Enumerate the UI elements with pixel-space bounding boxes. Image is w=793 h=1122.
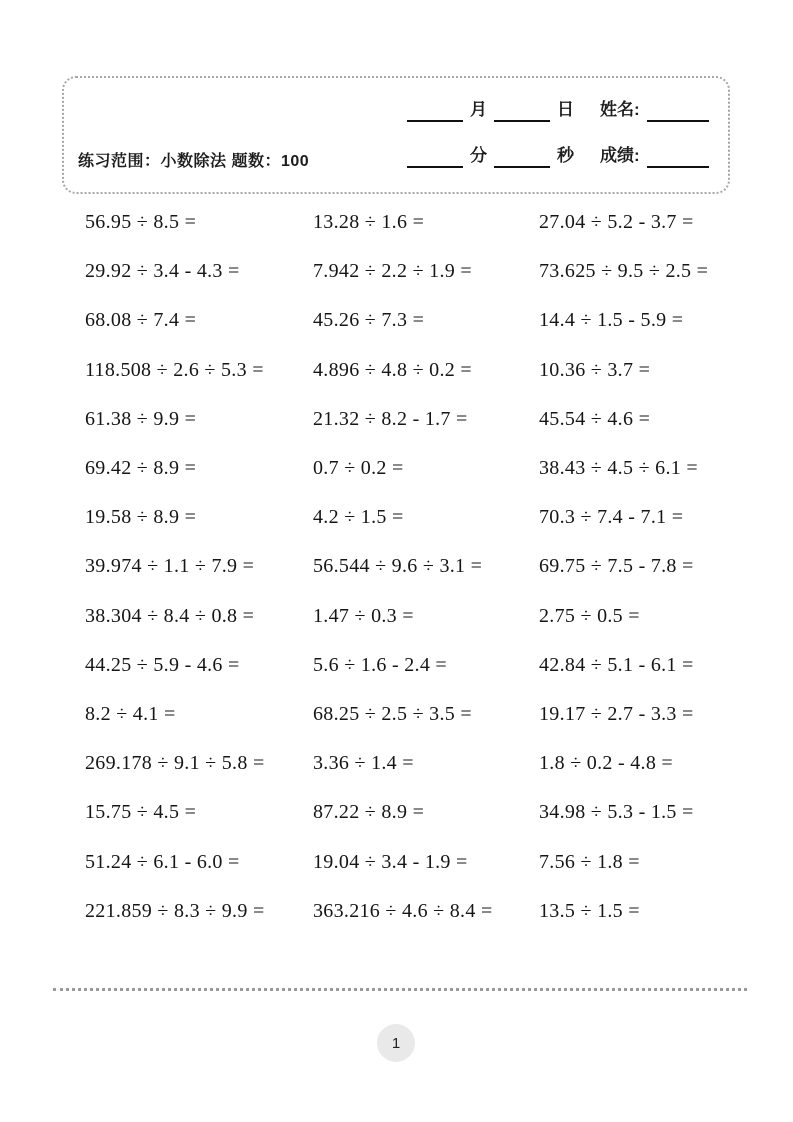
page-number-badge (377, 1024, 415, 1062)
problem: 8.2 ÷ 4.1 = (85, 702, 176, 725)
problem: 13.5 ÷ 1.5 = (539, 899, 640, 922)
problem: 3.36 ÷ 1.4 = (313, 752, 414, 775)
minute-label: 分 (470, 146, 487, 165)
problem: 34.98 ÷ 5.3 - 1.5 = (539, 801, 694, 824)
problem: 27.04 ÷ 5.2 - 3.7 = (539, 211, 694, 234)
minute-blank (407, 148, 463, 168)
day-label: 日 (557, 100, 574, 119)
problem: 39.974 ÷ 1.1 ÷ 7.9 = (85, 555, 255, 578)
problem: 87.22 ÷ 8.9 = (313, 801, 425, 824)
problem: 44.25 ÷ 5.9 - 4.6 = (85, 653, 240, 676)
second-label: 秒 (557, 146, 574, 165)
problem: 13.28 ÷ 1.6 = (313, 211, 425, 234)
problem: 19.04 ÷ 3.4 - 1.9 = (313, 850, 468, 873)
problem: 68.08 ÷ 7.4 = (85, 309, 197, 332)
page-number: 1 (391, 1034, 401, 1052)
problem: 5.6 ÷ 1.6 - 2.4 = (313, 653, 448, 676)
problem: 45.26 ÷ 7.3 = (313, 309, 425, 332)
problem: 61.38 ÷ 9.9 = (85, 407, 197, 430)
name-blank (647, 102, 709, 122)
problem: 73.625 ÷ 9.5 ÷ 2.5 = (539, 260, 709, 283)
problem: 21.32 ÷ 8.2 - 1.7 = (313, 407, 468, 430)
problem: 38.304 ÷ 8.4 ÷ 0.8 = (85, 604, 255, 627)
problem: 10.36 ÷ 3.7 = (539, 358, 651, 381)
problem: 1.8 ÷ 0.2 - 4.8 = (539, 752, 674, 775)
problem: 2.75 ÷ 0.5 = (539, 604, 640, 627)
score-blank (647, 148, 709, 168)
practice-scope-label: 练习范围：小数除法 题数：100 (78, 153, 310, 170)
problem: 42.84 ÷ 5.1 - 6.1 = (539, 653, 694, 676)
problem: 45.54 ÷ 4.6 = (539, 407, 651, 430)
problem: 56.544 ÷ 9.6 ÷ 3.1 = (313, 555, 483, 578)
date-name-line (400, 98, 709, 122)
problems-grid (85, 198, 747, 936)
second-blank (494, 148, 550, 168)
worksheet-header (62, 76, 730, 194)
problem: 363.216 ÷ 4.6 ÷ 8.4 = (313, 899, 493, 922)
time-score-line (400, 144, 709, 168)
problem: 0.7 ÷ 0.2 = (313, 457, 404, 480)
month-blank (407, 102, 463, 122)
problem: 14.4 ÷ 1.5 - 5.9 = (539, 309, 684, 332)
day-blank (494, 102, 550, 122)
problem: 69.42 ÷ 8.9 = (85, 457, 197, 480)
problem: 269.178 ÷ 9.1 ÷ 5.8 = (85, 752, 265, 775)
problem: 118.508 ÷ 2.6 ÷ 5.3 = (85, 358, 264, 381)
problem: 70.3 ÷ 7.4 - 7.1 = (539, 506, 684, 529)
problem: 69.75 ÷ 7.5 - 7.8 = (539, 555, 694, 578)
problem: 221.859 ÷ 8.3 ÷ 9.9 = (85, 899, 265, 922)
problem: 4.2 ÷ 1.5 = (313, 506, 404, 529)
problem: 68.25 ÷ 2.5 ÷ 3.5 = (313, 702, 472, 725)
problem: 7.942 ÷ 2.2 ÷ 1.9 = (313, 260, 472, 283)
problem: 29.92 ÷ 3.4 - 4.3 = (85, 260, 240, 283)
cut-dotted-line (53, 988, 747, 991)
problem: 7.56 ÷ 1.8 = (539, 850, 640, 873)
problem: 4.896 ÷ 4.8 ÷ 0.2 = (313, 358, 472, 381)
score-label: 成绩: (600, 146, 640, 165)
name-label: 姓名: (600, 100, 640, 119)
month-label: 月 (470, 100, 487, 119)
problem: 19.17 ÷ 2.7 - 3.3 = (539, 702, 694, 725)
problem: 15.75 ÷ 4.5 = (85, 801, 197, 824)
problem: 1.47 ÷ 0.3 = (313, 604, 414, 627)
fill-in-lines (400, 98, 709, 168)
problem: 38.43 ÷ 4.5 ÷ 6.1 = (539, 457, 698, 480)
problem: 19.58 ÷ 8.9 = (85, 506, 197, 529)
problem: 51.24 ÷ 6.1 - 6.0 = (85, 850, 240, 873)
problem: 56.95 ÷ 8.5 = (85, 211, 197, 234)
